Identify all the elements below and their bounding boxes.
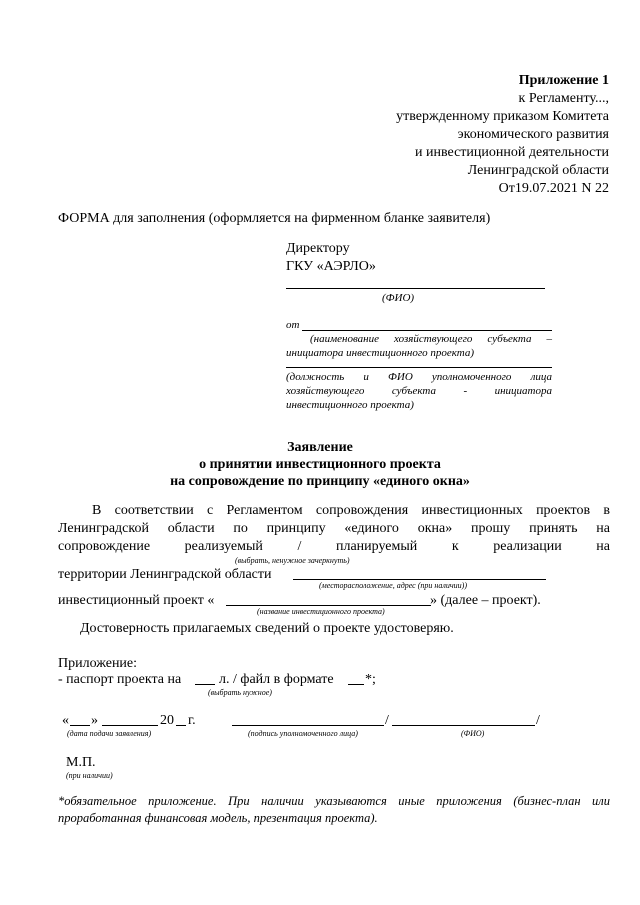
signature-field[interactable] (232, 725, 384, 726)
attachments-label: Приложение: (58, 656, 138, 671)
appendix-line: и инвестиционной деятельности (415, 145, 609, 160)
heading-subtitle: на сопровождение по принципу «единого окна» (170, 474, 470, 489)
heading-title: Заявление (287, 440, 353, 455)
format-field[interactable] (348, 684, 364, 685)
stamp-caption: (при наличии) (66, 771, 113, 780)
choose-caption: (выбрать, ненужное зачеркнуть) (235, 556, 350, 565)
reliability-text: Достоверность прилагаемых сведений о проекте удостоверяю. (80, 621, 454, 636)
subject-caption: инициатора инвестиционного проекта) (286, 347, 475, 359)
attachment-middle: л. / файл в формате (219, 672, 334, 687)
body-line: В соответствии с Регламентом сопровождения инвестиционных проектов в (92, 503, 610, 518)
year-field[interactable] (176, 725, 186, 726)
footnote: проработанная финансовая модель, презентация проекта). (58, 811, 378, 825)
territory-text: территории Ленинградской области (58, 567, 272, 582)
addressee-line2: ГКУ «АЭРЛО» (286, 259, 376, 274)
day-field[interactable] (70, 725, 90, 726)
attachment-suffix: *; (365, 672, 376, 687)
date-close: » (91, 713, 98, 728)
stamp-label: М.П. (66, 755, 96, 770)
appendix-line: к Регламенту..., (518, 91, 609, 106)
year-prefix: 20 (160, 713, 174, 728)
body-line: Ленинградской области по принципу «единого окна» прошу принять на (58, 521, 610, 536)
signature-fio-caption: (ФИО) (461, 729, 485, 738)
subject-caption: (наименование хозяйствующего субъекта – (310, 333, 552, 345)
slash: / (385, 713, 389, 728)
date-open: « (62, 713, 69, 728)
signature-fio-field[interactable] (392, 725, 535, 726)
addressee-line1: Директору (286, 241, 350, 256)
project-prefix: инвестиционный проект « (58, 593, 215, 608)
fio-line[interactable] (286, 288, 545, 289)
appendix-date: От19.07.2021 N 22 (498, 181, 609, 196)
slash: / (536, 713, 540, 728)
subject-line[interactable] (302, 330, 552, 331)
official-caption: инвестиционного проекта) (286, 399, 414, 411)
official-caption: (должность и ФИО уполномоченного лица (286, 371, 552, 383)
attachment-prefix: - паспорт проекта на (58, 672, 182, 687)
pages-field[interactable] (195, 684, 215, 685)
sign-caption: (подпись уполномоченного лица) (248, 729, 358, 738)
footnote: *обязательное приложение. При наличии указываются иные приложения (бизнес-план или (58, 794, 610, 808)
body-line: сопровождение реализуемый / планируемый к реализации на (58, 539, 610, 554)
appendix-line: Ленинградской области (467, 163, 609, 178)
project-caption: (название инвестиционного проекта) (257, 607, 385, 616)
attachment-caption: (выбрать нужное) (208, 688, 272, 697)
appendix-line: утвержденному приказом Комитета (396, 109, 609, 124)
location-caption: (месторасположение, адрес (при наличии)) (319, 581, 467, 590)
official-line[interactable] (286, 367, 552, 368)
official-caption: хозяйствующего субъекта - инициатора (286, 385, 552, 397)
date-caption: (дата подачи заявления) (67, 729, 152, 738)
appendix-title: Приложение 1 (518, 73, 609, 88)
appendix-line: экономического развития (457, 127, 609, 142)
location-line[interactable] (293, 579, 546, 580)
from-label: от (286, 319, 300, 331)
project-suffix: » (далее – проект). (430, 593, 541, 608)
heading-subtitle: о принятии инвестиционного проекта (199, 457, 441, 472)
month-field[interactable] (102, 725, 158, 726)
fio-caption: (ФИО) (382, 292, 415, 304)
form-note: ФОРМА для заполнения (оформляется на фирменном бланке заявителя) (58, 211, 491, 226)
project-name-line[interactable] (226, 605, 431, 606)
year-suffix: г. (188, 713, 196, 728)
